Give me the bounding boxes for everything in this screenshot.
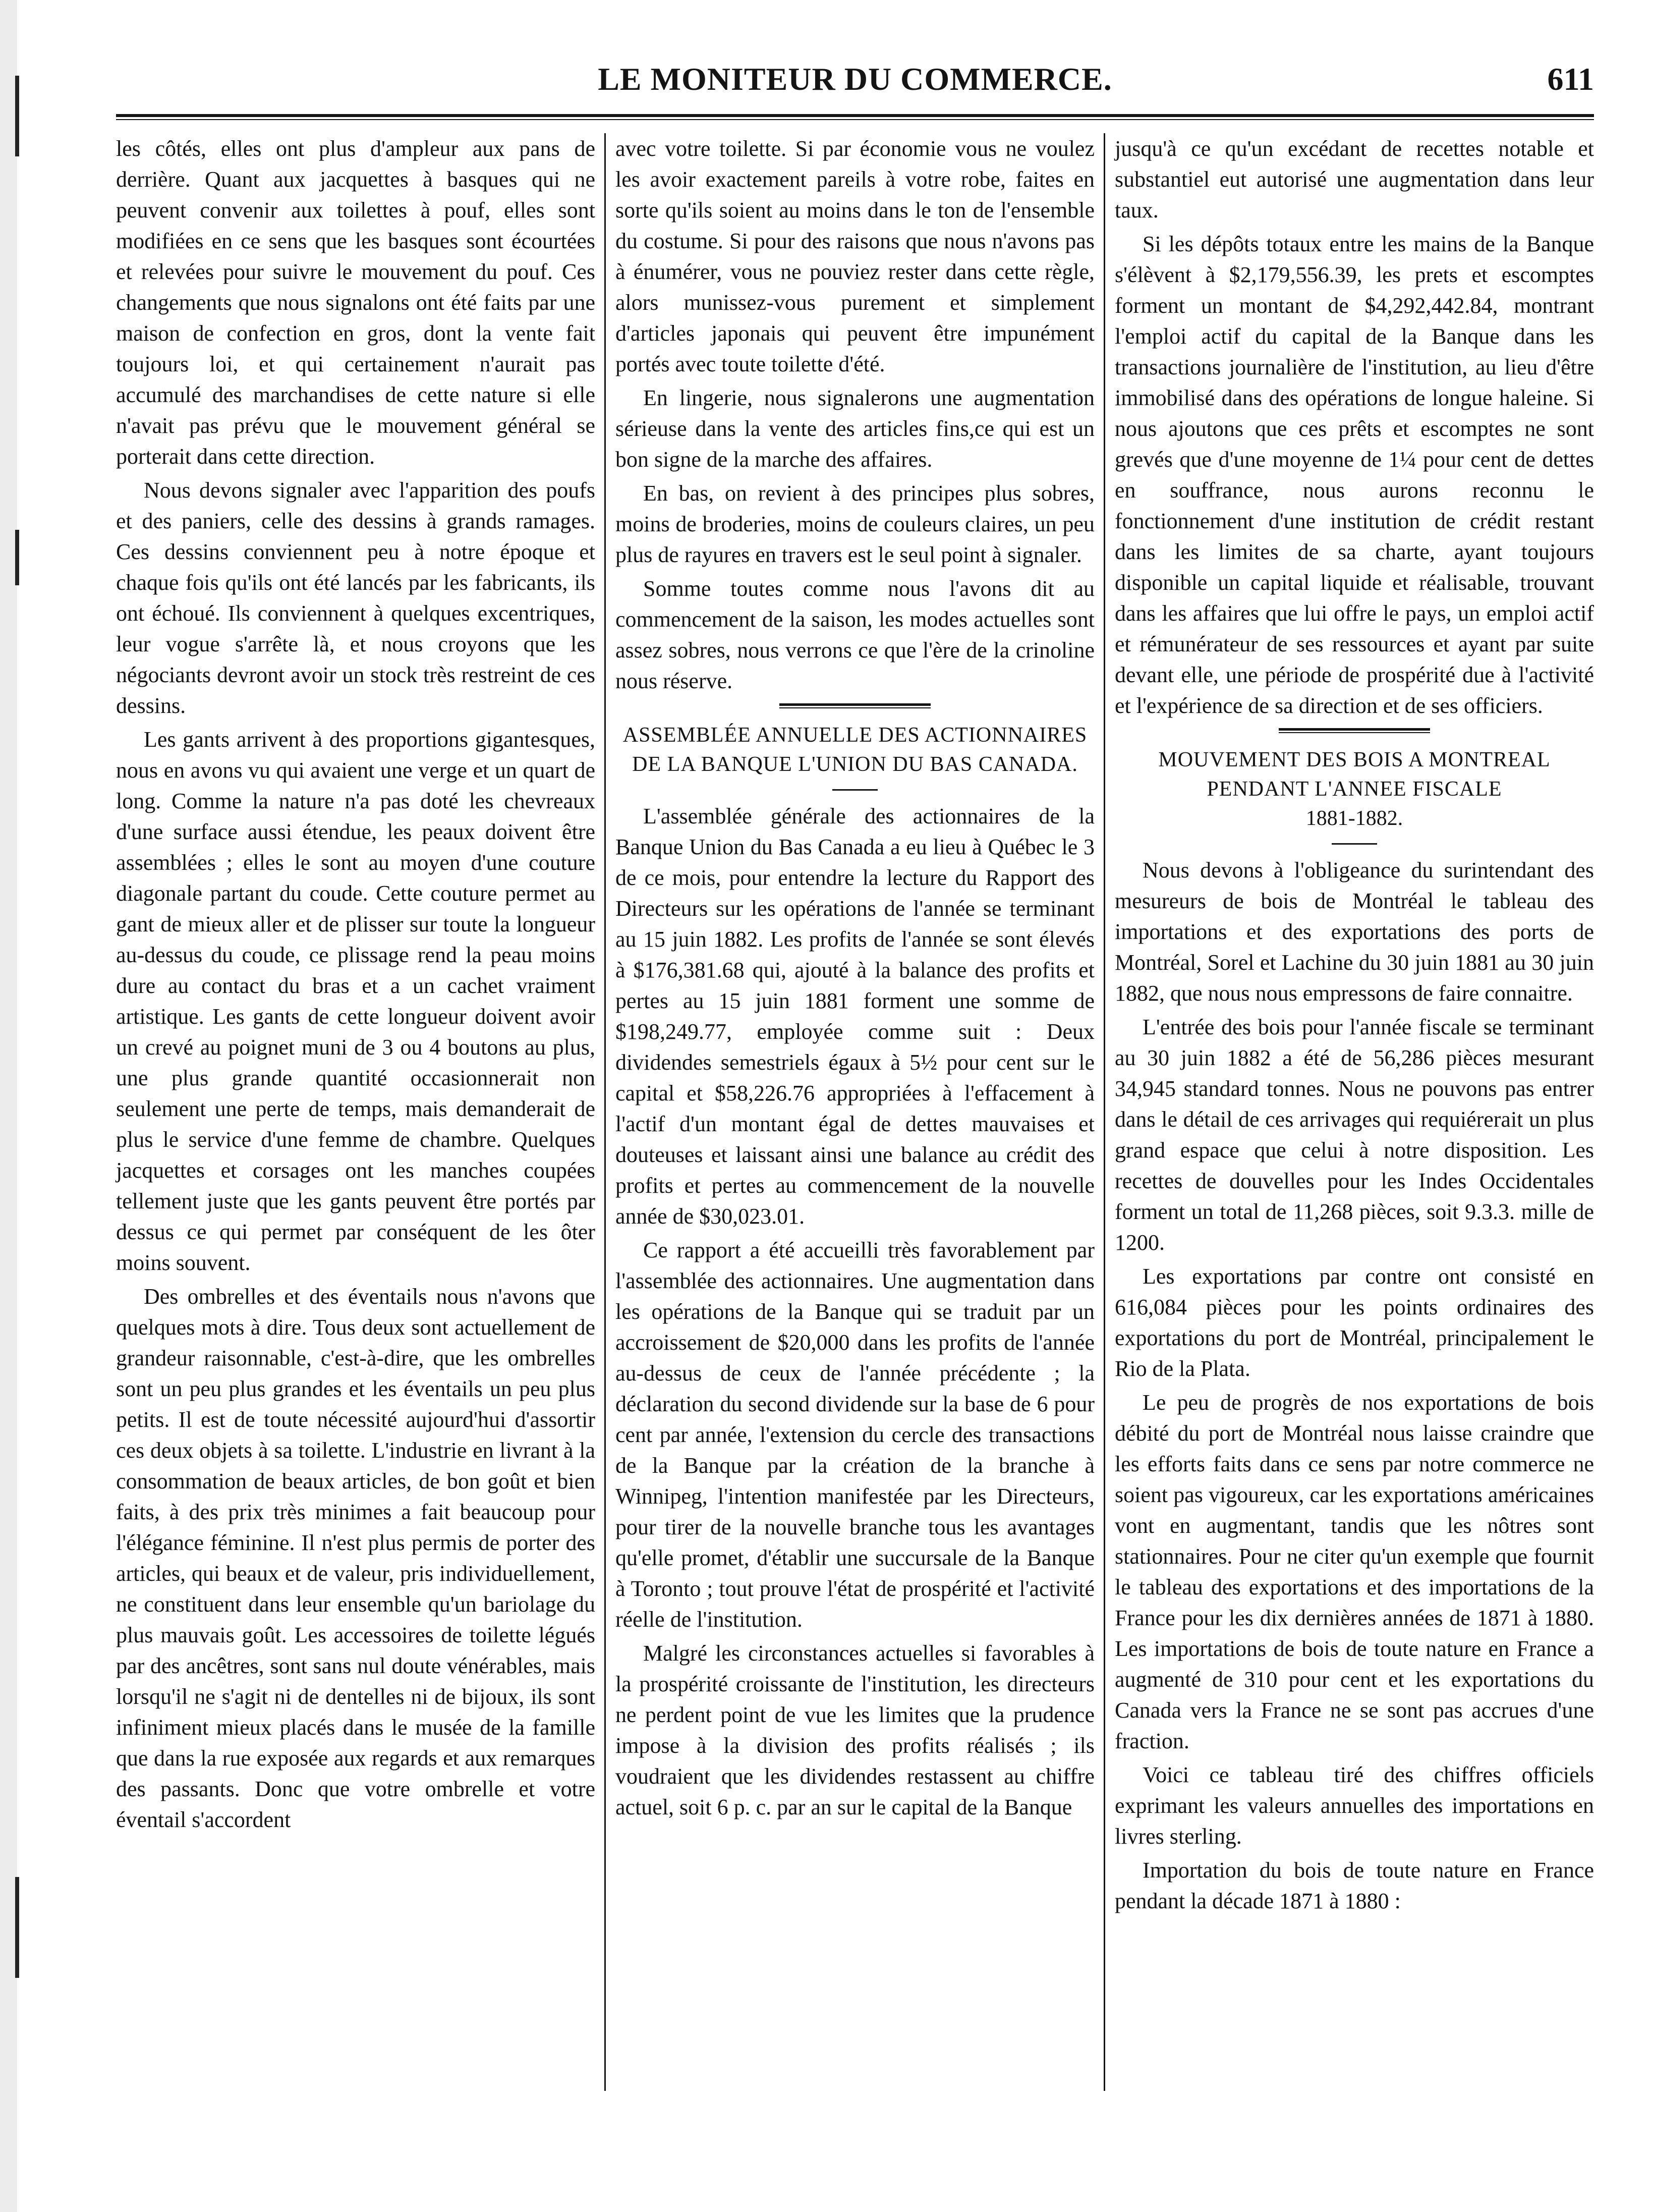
- column-2: [615, 133, 1095, 2151]
- columns: [116, 133, 1594, 2151]
- running-title: LE MONITEUR DU COMMERCE.: [598, 61, 1112, 97]
- paragraph: En bas, on revient à des principes plus sobres, moins de broderies, moins de couleurs claires, un peu plus de rayures en travers est le seul point à signaler.: [615, 481, 1095, 567]
- scan-edge-mark: [15, 76, 19, 156]
- paragraph: Les gants arrivent à des proportions gigantesques, nous en avons vu qui avaient une verge et un quart de long. Comme la nature n'a pas doté les chevreaux d'une surface aussi étendue, les peaux doivent être assemblées ; elles le sont au moyen d'une couture diagonale partant du coude. Cette couture permet au gant de mieux aller et de plisser sur toute la longueur au-dessus du coude, ce plissage rend la peau moins dure au contact du bras et a un cachet vraiment artistique. Les gants de cette longueur doivent avoir un crevé au poignet muni de 3 ou 4 boutons au plus, une plus grande quantité occasionnerait non seulement une perte de temps, mais demanderait de plus le service d'une femme de chambre. Quelques jacquettes et corsages ont les manches coupées tellement juste que les gants peuvent être portés par dessus ce qui permet par conséquent de les ôter moins souvent.: [116, 727, 595, 1275]
- column-3: [1115, 133, 1594, 2151]
- paragraph: les côtés, elles ont plus d'ampleur aux pans de derrière. Quant aux jacquettes à basques qui ne peuvent convenir aux toilettes à pouf, elles sont modifiées en ce sens que les basques sont écourtées et relevées pour suivre le mouvement du pouf. Ces changements que nous signalons ont été faits par une maison de confection en gros, dont la vente fait toujours loi, et qui certainement n'aurait pas accumulé des marchandises de cette nature si elle n'avait pas prévu que le mouvement général se porterait dans cette direction.: [116, 136, 595, 469]
- scan-edge-mark: [15, 530, 19, 585]
- paragraph: avec votre toilette. Si par économie vous ne voulez les avoir exactement pareils à votre robe, faites en sorte qu'ils soient au moins dans le ton de l'ensemble du costume. Si pour des raisons que nous n'avons pas à énumérer, vous ne pouviez rester dans cette règle, alors munissez-vous purement et simplement d'articles japonais qui peuvent être impunément portés avec toute toilette d'été.: [615, 136, 1095, 376]
- paragraph: L'assemblée générale des actionnaires de la Banque Union du Bas Canada a eu lieu à Québec le 3 de ce mois, pour entendre la lecture du Rapport des Directeurs sur les opérations de l'année se terminant au 15 juin 1882. Les profits de l'année se sont élevés à $176,381.68 qui, ajouté à la balance des profits et pertes au 15 juin 1881 forment une somme de $198,249.77, employée comme suit : Deux dividendes semestriels égaux à 5½ pour cent sur le capital et $58,226.76 appropriées à l'effacement à l'actif d'un montant égal de dettes mauvaises et douteuses et laissant ainsi une balance au crédit des profits et pertes au commencement de la nouvelle année de $30,023.01.: [615, 804, 1095, 1229]
- paragraph: Des ombrelles et des éventails nous n'avons que quelques mots à dire. Tous deux sont actuellement de grandeur raisonnable, c'est-à-dire, que les ombrelles sont un peu plus grandes et les éventails un peu plus petits. Il est de toute nécessité aujourd'hui d'assortir ces deux objets à sa toilette. L'industrie en livrant à la consommation de beaux articles, de bon goût et bien faits, à des prix très minimes a fait beaucoup pour l'élégance féminine. Il n'est plus permis de porter des articles, qui beaux et de valeur, pris individuellement, ne constituent dans leur ensemble qu'un bariolage du plus mauvais goût. Les accessoires de toilette légués par des ancêtres, sont sans nul doute vénérables, mais lorsqu'il ne s'agit ni de dentelles ni de bijoux, ils sont infiniment mieux placés dans le musée de la famille que dans la rue exposée aux regards et aux remarques des passants. Donc que votre ombrelle et votre éventail s'accordent: [116, 1284, 595, 1832]
- paragraph: jusqu'à ce qu'un excédant de recettes notable et substantiel eut autorisé une augmentation dans leur taux.: [1115, 136, 1594, 223]
- title-underline: [832, 789, 878, 791]
- section-divider: [1279, 728, 1430, 733]
- page-number: 611: [1547, 61, 1594, 97]
- paragraph: En lingerie, nous signalerons une augmentation sérieuse dans la vente des articles fins,ce qui est un bon signe de la marche des affaires.: [615, 385, 1095, 472]
- section-heading-banque: [615, 721, 1095, 779]
- paragraph: Nous devons à l'obligeance du surintendant des mesureurs de bois de Montréal le tableau des importations et des exportations des ports de Montréal, Sorel et Lachine du 30 juin 1881 au 30 juin 1882, que nous nous empressons de faire connaitre.: [1115, 858, 1594, 1006]
- title-underline: [1332, 843, 1377, 845]
- column-rule: [604, 133, 606, 2091]
- paragraph: Si les dépôts totaux entre les mains de la Banque s'élèvent à $2,179,556.39, les prets et escomptes forment un montant de $4,292,442.84, montrant l'emploi actif du capital de la Banque dans les transactions journalière de l'institution, au lieu d'être immobilisé dans des opérations de longue haleine. Si nous ajoutons que ces prêts et escomptes ne sont grevés que d'une moyenne de 1¼ pour cent de dettes en souffrance, nous aurons reconnu le fonctionnement d'une institution de crédit restant dans les limites de sa charte, ayant toujours disponible un capital liquide et réalisable, trouvant dans les affaires que lui offre le pays, un emploi actif et rémunérateur de ses ressources et ayant par suite devant elle, une période de prospérité due à l'activité et l'expérience de sa direction et de ses officiers.: [1115, 232, 1594, 718]
- paragraph: Nous devons signaler avec l'apparition des poufs et des paniers, celle des dessins à grands ramages. Ces dessins conviennent peu à notre époque et chaque fois qu'ils ont été lancés par les fabricants, ils ont échoué. Ils conviennent à quelques excentriques, leur vogue s'arrête là, et nous croyons que les négociants devront avoir un stock très restreint de ces dessins.: [116, 478, 595, 718]
- section-year: 1881-1882.: [1305, 807, 1403, 830]
- scan-edge-mark: [15, 1877, 19, 1978]
- paragraph: L'entrée des bois pour l'année fiscale se terminant au 30 juin 1882 a été de 56,286 pièces mesurant 34,945 standard tonnes. Nous ne pouvons pas entrer dans le détail de ces arrivages qui requiérerait un plus grand espace que celui à notre disposition. Les recettes de douvelles pour les Indes Occidentales forment un total de 11,268 pièces, soit 9.3.3. mille de 1200.: [1115, 1015, 1594, 1255]
- paragraph: Le peu de progrès de nos exportations de bois débité du port de Montréal nous laisse craindre que les efforts faits dans ce sens par notre commerce ne soient pas vigoureux, car les exportations américaines vont en augmentant, tandis que les nôtres sont stationnaires. Pour ne citer qu'un exemple que fournit le tableau des exportations et des importations de la France pour les dix dernières années de 1871 à 1880. Les importations de bois de toute nature en France a augmenté de 310 pour cent et les exportations du Canada vers la France ne se sont pas accrues d'une fraction.: [1115, 1390, 1594, 1753]
- newspaper-page: [116, 50, 1594, 2151]
- page-header: [116, 50, 1594, 106]
- paragraph: Somme toutes comme nous l'avons dit au commencement de la saison, les modes actuelles sont assez sobres, nous verrons ce que l'ère de la crinoline nous réserve.: [615, 576, 1095, 693]
- paragraph: Malgré les circonstances actuelles si favorables à la prospérité croissante de l'institution, les directeurs ne perdent point de vue les limites que la prudence impose à la division des profits réalisés ; ils voudraient que les dividendes restassent au chiffre actuel, soit 6 p. c. par an sur le capital de la Banque: [615, 1641, 1095, 1819]
- paragraph: Importation du bois de toute nature en France pendant la décade 1871 à 1880 :: [1115, 1858, 1594, 1913]
- paragraph: Les exportations par contre ont consisté en 616,084 pièces pour les points ordinaires des exportations du port de Montréal, principalement le Rio de la Plata.: [1115, 1264, 1594, 1381]
- scan-left-edge: [0, 0, 17, 2212]
- header-rule: [116, 114, 1594, 120]
- section-divider: [779, 703, 931, 708]
- paragraph: Voici ce tableau tiré des chiffres officiels exprimant les valeurs annuelles des importations en livres sterling.: [1115, 1762, 1594, 1849]
- column-rule: [1104, 133, 1105, 2091]
- section-heading-bois: [1115, 745, 1594, 833]
- section-title: ASSEMBLÉE ANNUELLE DES ACTIONNAIRES DE LA BANQUE L'UNION DU BAS CANADA.: [622, 724, 1088, 776]
- paragraph: Ce rapport a été accueilli très favorablement par l'assemblée des actionnaires. Une augmentation dans les opérations de la Banque qui se traduit par un accroissement de $20,000 dans les profits de l'année au-dessus de ceux de l'année précédente ; la déclaration du second dividende sur la base de 6 pour cent par année, l'extension du cercle des transactions de la Banque par la création de la branche à Winnipeg, l'intention manifestée par les Directeurs, pour tirer de la nouvelle branche tous les avantages qu'elle promet, d'établir une succursale de la Banque à Toronto ; tout prouve l'état de prospérité et l'activité réelle de l'institution.: [615, 1238, 1095, 1632]
- column-1: [116, 133, 595, 2151]
- section-title: MOUVEMENT DES BOIS A MONTREAL PENDANT L'ANNEE FISCALE: [1158, 748, 1551, 801]
